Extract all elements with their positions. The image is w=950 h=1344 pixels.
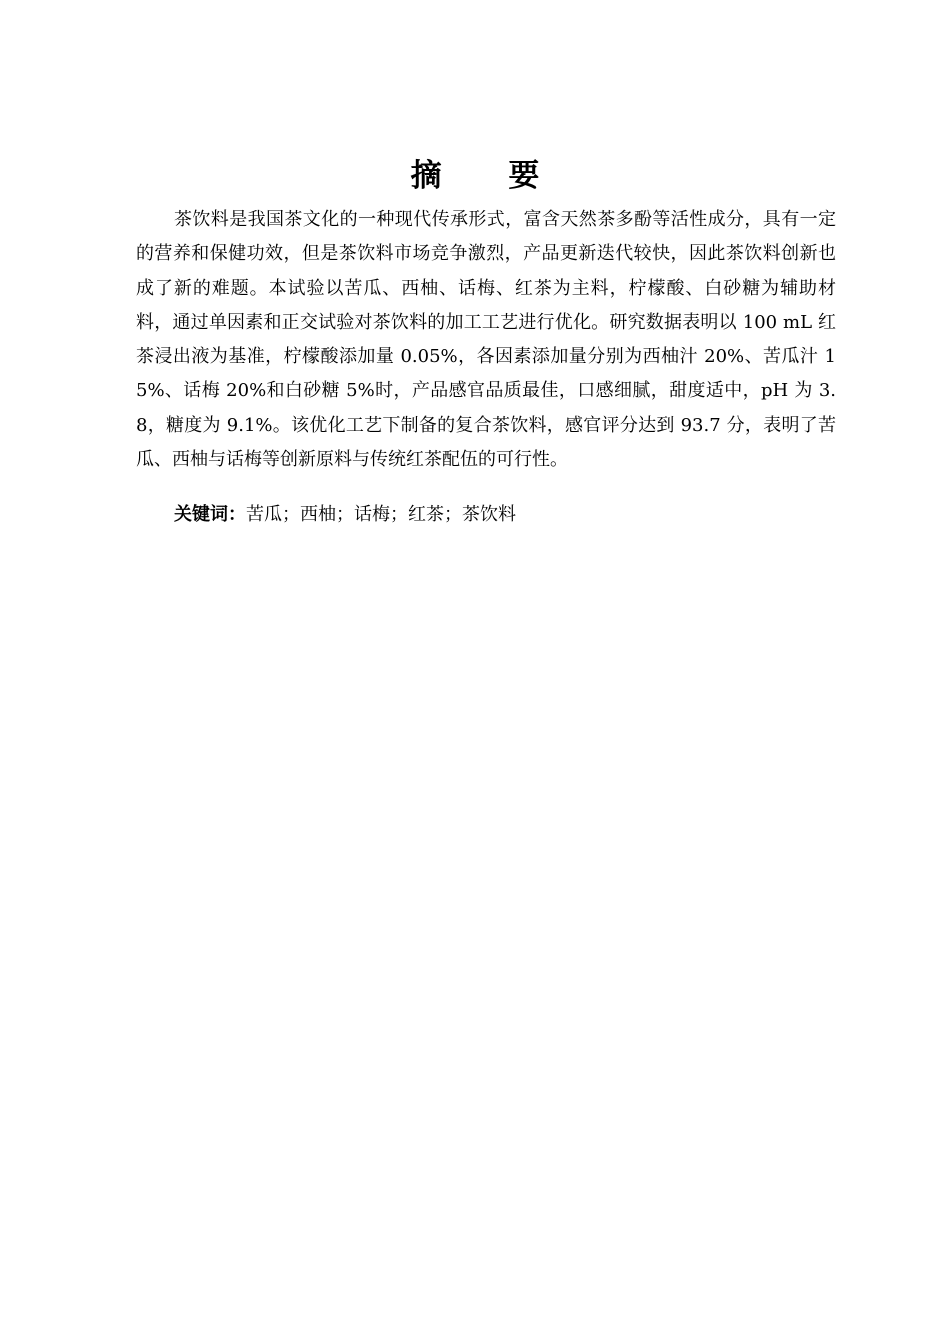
keywords-line	[174, 498, 836, 532]
keywords-value: 苦瓜；西柚；话梅；红茶；茶饮料	[246, 504, 516, 525]
keywords-label: 关键词：	[174, 504, 246, 525]
abstract-paragraph: 茶饮料是我国茶文化的一种现代传承形式，富含天然茶多酚等活性成分，具有一定的营养和保健功效，但是茶饮料市场竞争激烈，产品更新迭代较快，因此茶饮料创新也成了新的难题。本试验以苦瓜、西柚、话梅、红茶为主料，柠檬酸、白砂糖为辅助材料，通过单因素和正交试验对茶饮料的加工工艺进行优化。研究数据表明以 100 mL 红茶浸出液为基准，柠檬酸添加量 0.05%，各因素添加量分别为西柚汁 20%、苦瓜汁 15%、话梅 20%和白砂糖 5%时，产品感官品质最佳，口感细腻，甜度适中，pH 为 3.8，糖度为 9.1%。该优化工艺下制备的复合茶饮料，感官评分达到 93.7 分，表明了苦瓜、西柚与话梅等创新原料与传统红茶配伍的可行性。	[136, 209, 836, 471]
abstract-title: 摘 要	[410, 158, 568, 194]
